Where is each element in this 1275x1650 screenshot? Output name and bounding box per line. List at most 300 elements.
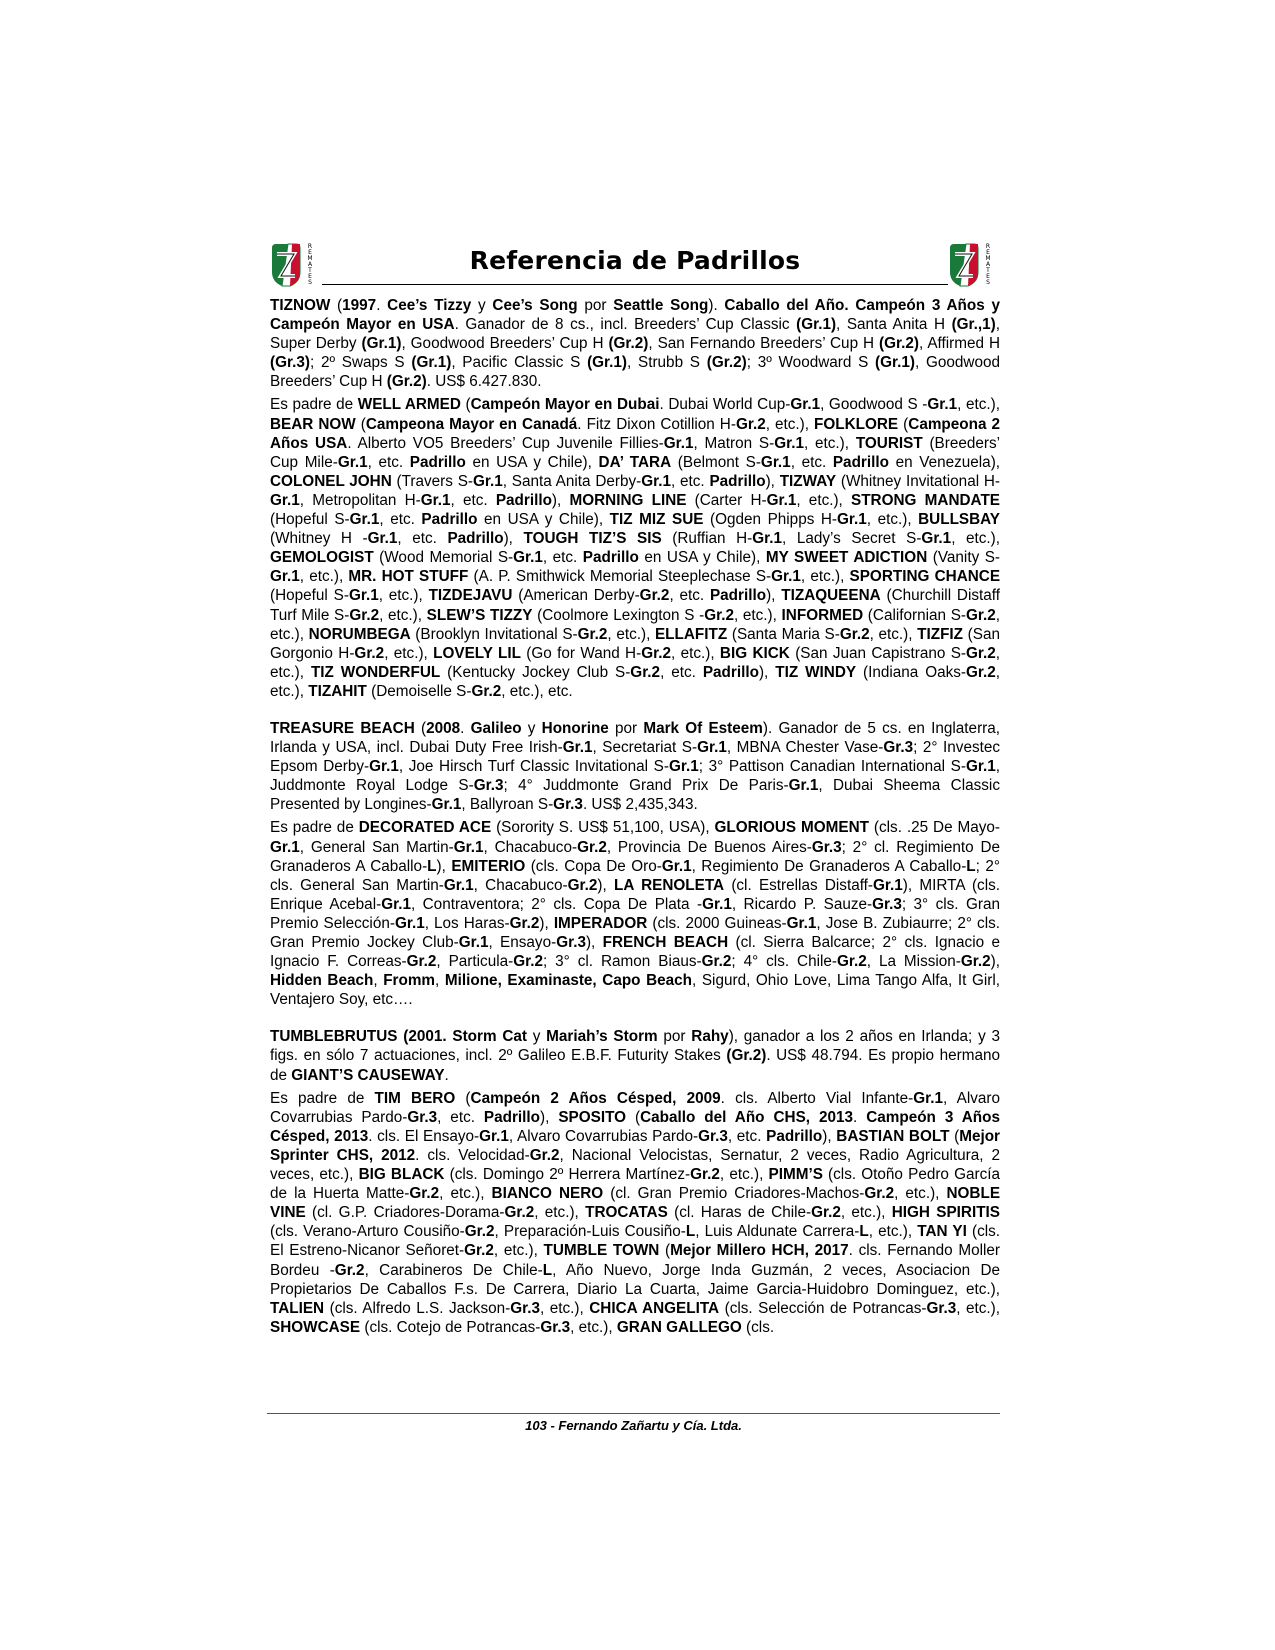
text-run: , etc.), (270, 606, 1001, 643)
bold-text-run: (Gr.2) (386, 373, 427, 391)
bold-text-run: Gr.2 (406, 953, 437, 971)
text-run: , etc.), (869, 625, 918, 643)
text-run: , etc. (660, 663, 703, 681)
text-run: , etc.), (379, 606, 427, 624)
text-run: Es padre de (270, 396, 358, 414)
bold-text-run: Padrillo (483, 1108, 541, 1126)
bold-text-run: WELL ARMED (357, 396, 461, 414)
text-run: , etc.), (439, 1185, 492, 1203)
footer-divider (267, 1413, 1000, 1414)
bold-text-run: Gr.1 (641, 472, 671, 490)
bold-text-run: Gr.2 (471, 682, 502, 700)
text-run: , Luis Aldunate Carrera- (695, 1223, 860, 1241)
text-run: (cls. Verano-Arturo Cousiño- (270, 1223, 465, 1241)
bold-text-run: COLONEL JOHN (270, 472, 392, 490)
text-run: , etc.), (951, 530, 1001, 548)
text-run: (Kentucky Jockey Club S- (440, 663, 631, 681)
text-run: en USA y Chile), (477, 511, 610, 529)
bold-text-run: Gr.1 (965, 758, 996, 776)
text-run: (Hopeful S- (270, 511, 350, 529)
bold-text-run: TAN YI (917, 1223, 967, 1241)
bold-text-run: Gr.1 (697, 739, 727, 757)
text-run: , etc.), (299, 568, 349, 586)
text-run: (Indiana Oaks- (856, 663, 967, 681)
text-run: (cls. Cotejo de Potrancas- (360, 1318, 541, 1336)
text-run: ( (330, 297, 343, 314)
text-run: y (521, 719, 542, 737)
text-run: (Travers S- (391, 472, 473, 490)
treasure-beach-progeny-paragraph (270, 818, 1000, 1009)
text-run: en Venezuela), (888, 453, 1001, 471)
text-run: (Demoiselle S- (366, 682, 472, 700)
text-run: , Jose B. Zubiaurre; 2° cls. Gran Premio Jockey Club- (270, 914, 1000, 951)
text-run: Es padre de (270, 1089, 375, 1107)
text-run: ; 3° cls. Gran Premio Selección- (270, 895, 1000, 932)
bold-text-run: Gr.1 (921, 530, 952, 548)
bold-text-run: (Gr.1) (411, 354, 452, 372)
text-run: (American Derby- (512, 587, 640, 605)
text-run: (Breeders’ Cup Mile- (270, 434, 1001, 471)
bold-text-run: Gr.2 (811, 1204, 841, 1222)
text-run: (Santa Maria S- (727, 625, 840, 643)
bold-text-run: Gr.1 (431, 796, 462, 814)
bold-text-run: IMPERADOR (553, 914, 648, 932)
text-run: , Provincia De Buenos Aires- (606, 838, 812, 856)
text-run: , etc. (671, 472, 710, 490)
text-run: , Secretariat S- (592, 739, 698, 757)
bold-text-run: BASTIAN BOLT (836, 1127, 950, 1145)
logo-vertical-text: R E M A T E S (307, 243, 313, 286)
bold-text-run: Padrillo (409, 453, 466, 471)
text-run: (cls. Copa De Oro- (525, 857, 662, 875)
text-run: (Carter H- (686, 491, 767, 509)
bold-text-run: Gr.1 (367, 530, 398, 548)
text-run: , etc.), (796, 491, 852, 509)
header-divider (322, 284, 948, 285)
document-body (270, 296, 1000, 1341)
bold-text-run: STRONG MANDATE (851, 491, 1000, 509)
text-run: ), (990, 953, 1000, 971)
text-run: , etc. (367, 453, 410, 471)
bold-text-run: Galileo (470, 719, 522, 737)
bold-text-run: TUMBLEBRUTUS (2001. Storm Cat (270, 1028, 527, 1046)
text-run: (cl. Haras de Chile- (667, 1204, 812, 1222)
text-run: (cls. Selección de Potrancas- (719, 1299, 927, 1317)
text-run: , Pacific Classic S (451, 354, 588, 372)
text-run: , Matron S- (693, 434, 775, 452)
bold-text-run: FRENCH BEACH (602, 934, 729, 951)
bold-text-run: Gr.1 (913, 1089, 944, 1107)
bold-text-run: Gr.1 (837, 511, 867, 529)
bold-text-run: Gr.2 (639, 587, 670, 605)
text-run: ; 2° cls. General San Martin- (270, 857, 1000, 894)
text-run: , (435, 972, 445, 990)
bold-text-run: Gr.2 (960, 953, 991, 971)
bold-text-run: 2008 (426, 719, 461, 737)
bold-text-run: Campeona Mayor en Canadá (365, 415, 578, 433)
bold-text-run: Gr.1 (443, 876, 474, 894)
bold-text-run: (Gr.1) (796, 316, 837, 334)
text-run: ( (355, 415, 366, 433)
bold-text-run: Campeona 2 Años USA (270, 415, 1000, 452)
bold-text-run: MORNING LINE (569, 491, 687, 509)
text-run: . US$ 48.794. Es propio hermano de (270, 1047, 1000, 1084)
text-run: , etc. (397, 530, 448, 548)
bold-text-run: Gr.3 (407, 1108, 438, 1126)
bold-text-run: Caballo del Año. Campeón 3 Años y Campeón Mayor en USA (270, 297, 1000, 334)
text-run: ( (414, 719, 427, 737)
text-run: , etc.), (957, 396, 1000, 414)
text-run: , La Mission- (866, 953, 961, 971)
bold-text-run: Gr.3 (883, 739, 914, 757)
text-run: ), (765, 472, 780, 490)
text-run: ), (540, 1108, 559, 1126)
text-run: , Chacabuco- (473, 876, 568, 894)
bold-text-run: Gr.2 (630, 663, 661, 681)
bold-text-run: MR. HOT STUFF (348, 568, 469, 586)
bold-text-run: Gr.3 (872, 895, 902, 913)
bold-text-run: Gr.1 (873, 876, 903, 894)
text-run: (cls. El Estreno-Nicanor Señoret- (270, 1223, 1001, 1260)
bold-text-run: GIANT’S CAUSEWAY (291, 1066, 445, 1084)
bold-text-run: (Gr.2) (706, 354, 747, 372)
bold-text-run: LOVELY LIL (433, 644, 521, 662)
bold-text-run: Rahy (691, 1028, 729, 1046)
bold-text-run: TIZAHIT (308, 682, 367, 700)
text-run: (San Juan Capistrano S- (789, 644, 966, 662)
bold-text-run: Mejor Sprinter CHS, 2012 (270, 1127, 1000, 1164)
text-run: (cl. Gran Premio Criadores-Machos- (603, 1185, 865, 1203)
bold-text-run: Gr.1 (270, 491, 300, 509)
text-run: , Año Nuevo, Jorge Inda Guzmán, 2 veces, Asociacion De Propietarios De Caballos F.s. De Carrera, Diario La Cuarta, Jaime Garcia-Huidobro Dominguez, etc.), (270, 1261, 1001, 1298)
text-run: , etc.), (607, 625, 655, 643)
text-run: , Ballyroan S- (461, 796, 554, 814)
bold-text-run: Gr.1 (786, 914, 817, 932)
text-run: . cls. Alberto Vial Infante- (720, 1089, 914, 1107)
bold-text-run: ELLAFITZ (654, 625, 728, 643)
bold-text-run: TREASURE BEACH (270, 719, 415, 737)
text-run: ), (585, 934, 603, 951)
bold-text-run: Cee’s Song (492, 297, 578, 314)
bold-text-run: CHICA ANGELITA (589, 1299, 720, 1317)
bold-text-run: Mejor Millero HCH, 2017 (670, 1242, 849, 1260)
bold-text-run: Gr.1 (394, 914, 425, 932)
bold-text-run: Gr.2 (567, 876, 598, 894)
text-run: , etc. (727, 1127, 767, 1145)
text-run: ( (455, 1089, 471, 1107)
zl-remates-logo-left (270, 242, 322, 288)
text-run: ; 2º Swaps S (309, 354, 412, 372)
text-run: , etc.), (270, 663, 1001, 700)
text-run: ; 3º Woodward S (746, 354, 876, 372)
text-run: Es padre de (270, 819, 359, 837)
bold-text-run: Gr.2 (735, 415, 766, 433)
text-run: , etc.), (868, 1223, 918, 1241)
bold-text-run: Gr.2 (966, 644, 996, 662)
bold-text-run: (Gr.2) (726, 1047, 767, 1065)
bold-text-run: Gr.1 (337, 453, 368, 471)
text-run: (Ruffian H- (661, 530, 753, 548)
bold-text-run: TALIEN (270, 1299, 325, 1317)
text-run: y (471, 297, 493, 314)
text-run: , Ensayo- (488, 934, 557, 951)
text-run: ), (436, 857, 452, 875)
bold-text-run: TIZ WONDERFUL (310, 663, 441, 681)
text-run: , San Fernando Breeders’ Cup H (648, 335, 880, 353)
bold-text-run: Hidden Beach (270, 972, 374, 990)
text-run: , Dubai Sheema Classic Presented by Longines- (270, 777, 1000, 814)
bold-text-run: (Gr.1) (361, 335, 402, 353)
text-run: , etc.), (670, 644, 720, 662)
bold-text-run: Gr.1 (381, 895, 411, 913)
bold-text-run: Padrillo (582, 549, 639, 567)
bold-text-run: Fromm (383, 972, 436, 990)
text-run: ( (460, 396, 471, 414)
bold-text-run: Gr.2 (334, 1261, 365, 1279)
bold-text-run: Gr.1 (348, 587, 379, 605)
text-run: ; 4° Juddmonte Grand Prix De Paris- (503, 777, 789, 795)
bold-text-run: Gr.1 (270, 568, 300, 586)
text-run: (cls. Alfredo L.S. Jackson- (324, 1299, 511, 1317)
logo-vertical-text: R E M A T E S (985, 243, 991, 286)
bold-text-run: Gr.1 (663, 434, 694, 452)
bold-text-run: TIZWAY (779, 472, 837, 490)
bold-text-run: BULLSBAY (918, 511, 1001, 529)
text-run: (cl. Estrellas Distaff- (724, 876, 874, 894)
bold-text-run: NOBLE VINE (270, 1185, 1001, 1222)
bold-text-run: (Gr.1) (587, 354, 628, 372)
bold-text-run: Gr.2 (577, 625, 608, 643)
bold-text-run: Milione, Examinaste, Capo Beach (444, 972, 693, 990)
bold-text-run: TIZFIZ (917, 625, 964, 643)
bold-text-run: TROCATAS (585, 1204, 668, 1222)
bold-text-run: TIZAQUEENA (781, 587, 881, 605)
text-run: (cls. Domingo 2º Herrera Martínez- (444, 1166, 691, 1184)
bold-text-run: Gr.1 (349, 511, 380, 529)
bold-text-run: Gr.1 (771, 568, 801, 586)
text-run: (cl. G.P. Criadores-Dorama- (305, 1204, 505, 1222)
tiznow-progeny-paragraph (270, 395, 1000, 701)
text-run: , etc. (450, 491, 496, 509)
bold-text-run: INFORMED (781, 606, 864, 624)
text-run: (Coolmore Lexington S - (532, 606, 705, 624)
text-run: , Affirmed H (918, 335, 1000, 353)
bold-text-run: Gr.2 (349, 606, 380, 624)
bold-text-run: Gr.1 (420, 491, 451, 509)
bold-text-run: Padrillo (702, 663, 759, 681)
bold-text-run: Mark Of Esteem (643, 719, 763, 737)
text-run: . Fitz Dixon Cotillion H- (577, 415, 736, 433)
bold-text-run: 1997 (342, 297, 377, 314)
text-run: (cls. 2000 Guineas- (647, 914, 787, 932)
page-footer: 103 - Fernando Zañartu y Cía. Ltda. (525, 1418, 742, 1433)
bold-text-run: SPOSITO (558, 1108, 627, 1126)
text-run: (Belmont S- (671, 453, 761, 471)
tumblebrutus-paragraph (270, 1027, 1000, 1084)
text-run: ), (822, 1127, 837, 1145)
bold-text-run: TOUGH TIZ’S SIS (523, 530, 662, 548)
text-run: ), (551, 491, 570, 509)
bold-text-run: Padrillo (709, 587, 767, 605)
text-run: (cls. (741, 1318, 775, 1336)
bold-text-run: Gr.2 (529, 1146, 560, 1164)
bold-text-run: TIZNOW (270, 297, 331, 314)
bold-text-run: Gr.1 (774, 434, 804, 452)
text-run: , Nacional Velocistas, Sernatur, 2 veces, Radio Agricultura, 2 veces, etc.), (270, 1146, 1000, 1184)
bold-text-run: L (542, 1261, 553, 1279)
text-run: , etc. (790, 453, 833, 471)
text-run: ), (503, 530, 524, 548)
text-run: (Vanity S- (927, 549, 1000, 567)
text-run: , Ricardo P. Sauze- (731, 895, 873, 913)
text-run: , Strubb S (627, 354, 707, 372)
text-run: (Go for Wand H- (520, 644, 642, 662)
bold-text-run: DA’ TARA (598, 453, 672, 471)
bold-text-run: TUMBLE TOWN (543, 1242, 660, 1260)
tiznow-paragraph (270, 296, 1000, 391)
bold-text-run: (Gr.2) (608, 335, 649, 353)
bold-text-run: Caballo del Año CHS, 2013 (640, 1108, 853, 1126)
text-run: en USA y Chile), (465, 453, 599, 471)
text-run: , etc.), (270, 644, 1001, 681)
bold-text-run: (Gr.3) (270, 354, 310, 372)
bold-text-run: Gr.3 (926, 1299, 957, 1317)
text-run: , Alvaro Covarrubias Pardo- (270, 1089, 1000, 1126)
text-run: , Lady’s Secret S- (782, 530, 922, 548)
text-run: . cls. El Ensayo- (368, 1127, 480, 1145)
text-run: ; 2° Investec Epsom Derby- (270, 739, 1001, 776)
bold-text-run: Gr.1 (790, 396, 821, 414)
bold-text-run: Gr.3 (510, 1299, 540, 1317)
bold-text-run: Campeón 2 Años Césped, 2009 (470, 1089, 721, 1107)
text-run: ). Ganador de 5 cs. en Inglaterra, Irlanda y USA, incl. Dubai Duty Free Irish- (270, 719, 1001, 757)
bold-text-run: Gr.1 (369, 758, 399, 776)
text-run: , etc.), etc. (501, 682, 573, 700)
bold-text-run: Gr.2 (837, 953, 867, 971)
text-run: , General San Martin- (299, 838, 454, 856)
text-run: por (657, 1028, 692, 1046)
text-run: , Santa Anita Derby- (502, 472, 642, 490)
text-run: (Brooklyn Invitational S- (410, 625, 578, 643)
bold-text-run: Gr.1 (458, 934, 489, 951)
text-run: , etc.), (570, 1318, 617, 1336)
bold-text-run: Gr.1 (562, 739, 593, 757)
bold-text-run: Gr.1 (760, 453, 791, 471)
text-run: . (444, 1066, 449, 1084)
text-run: , Carabineros De Chile- (364, 1261, 543, 1279)
bold-text-run: TIZ WINDY (775, 663, 857, 681)
text-run: , Contraventora; 2° cls. Copa De Plata - (410, 895, 703, 913)
text-run: ( (898, 415, 909, 433)
bold-text-run: Gr.1 (927, 396, 958, 414)
text-run: , Alvaro Covarrubias Pardo- (508, 1127, 699, 1145)
text-run: , Goodwood S - (820, 396, 928, 414)
treasure-beach-paragraph (270, 719, 1000, 814)
bold-text-run: Gr.2 (701, 953, 732, 971)
bold-text-run: L (966, 857, 976, 875)
text-run: , etc. (669, 587, 710, 605)
text-run: . cls. Fernando Moller Bordeu - (270, 1242, 1000, 1279)
text-run: en USA y Chile), (638, 549, 766, 567)
bold-text-run: Gr.2 (966, 663, 996, 681)
bold-text-run: LA RENOLETA (614, 876, 725, 894)
bold-text-run: Gr.1 (270, 838, 300, 856)
text-run: , etc.), (765, 415, 814, 433)
text-run: (Whitney H - (270, 530, 368, 548)
text-run: ), (597, 876, 615, 894)
text-run: (cls. .25 De Mayo- (868, 819, 1001, 837)
bold-text-run: (Gr.1) (875, 354, 915, 372)
bold-text-run: (Gr.2) (879, 335, 919, 353)
text-run: , Goodwood Breeders’ Cup H (401, 335, 609, 353)
text-run: , etc. (437, 1108, 484, 1126)
text-run: , Particula- (436, 953, 514, 971)
bold-text-run: Gr.1 (513, 549, 543, 567)
text-run: por (577, 297, 614, 314)
text-run: . US$ 6.427.830. (426, 373, 542, 391)
text-run: (cl. Sierra Balcarce; 2° cls. Ignacio e Ignacio F. Correas- (270, 934, 1000, 971)
text-run: ( (949, 1127, 960, 1145)
bold-text-run: NORUMBEGA (308, 625, 411, 643)
bold-text-run: BIANCO NERO (491, 1185, 604, 1203)
text-run: , etc.), (534, 1204, 586, 1222)
bold-text-run: L (859, 1223, 869, 1241)
text-run: , Joe Hirsch Turf Classic Invitational S- (398, 758, 669, 776)
text-run: (San Gorgonio H- (270, 625, 1000, 662)
bold-text-run: MY SWEET ADICTION (765, 549, 928, 567)
text-run: ; 3° cl. Ramon Biaus- (542, 953, 702, 971)
bold-text-run: Gr.2 (509, 914, 540, 932)
bold-text-run: BIG BLACK (358, 1166, 445, 1184)
text-run: , Los Haras- (424, 914, 510, 932)
text-run: , etc.), (378, 587, 429, 605)
bold-text-run: Padrillo (447, 530, 504, 548)
text-run: . Ganador de 8 cs., incl. Breeders’ Cup Classic (454, 316, 797, 334)
bold-text-run: GEMOLOGIST (270, 549, 374, 567)
bold-text-run: PIMM’S (768, 1166, 823, 1184)
text-run: . (853, 1108, 867, 1126)
bold-text-run: Gr.2 (504, 1204, 535, 1222)
text-run: , etc.), (800, 568, 850, 586)
text-run: . cls. Velocidad- (415, 1146, 530, 1164)
bold-text-run: Honorine (541, 719, 609, 737)
text-run: (cls. Otoño Pedro García de la Huerta Matte- (270, 1166, 1001, 1203)
text-run: , etc.), (894, 1185, 947, 1203)
bold-text-run: Gr.1 (702, 895, 732, 913)
bold-text-run: TOURIST (855, 434, 923, 452)
bold-text-run: Gr.2 (690, 1166, 720, 1184)
zl-remates-logo-right (948, 242, 1000, 288)
text-run: ), (766, 587, 782, 605)
bold-text-run: Gr.2 (354, 644, 385, 662)
text-run: (Californian S- (863, 606, 966, 624)
bold-text-run: Gr.1 (752, 530, 782, 548)
bold-text-run: Gr.2 (864, 1185, 895, 1203)
text-run: , Preparación-Luis Cousiño- (494, 1223, 686, 1241)
bold-text-run: Gr.3 (473, 777, 504, 795)
text-run: , etc. (379, 511, 422, 529)
bold-text-run: SHOWCASE (270, 1318, 361, 1336)
bold-text-run: Gr.1 (661, 857, 692, 875)
bold-text-run: L (427, 857, 437, 875)
bold-text-run: TIZ MIZ SUE (609, 511, 704, 529)
text-run: , Metropolitan H- (299, 491, 421, 509)
text-run: por (608, 719, 644, 737)
text-run: (Hopeful S- (270, 587, 349, 605)
bold-text-run: Gr.2 (839, 625, 870, 643)
bold-text-run: Gr.2 (704, 606, 734, 624)
page-title: Referencia de Padrillos (469, 246, 801, 275)
